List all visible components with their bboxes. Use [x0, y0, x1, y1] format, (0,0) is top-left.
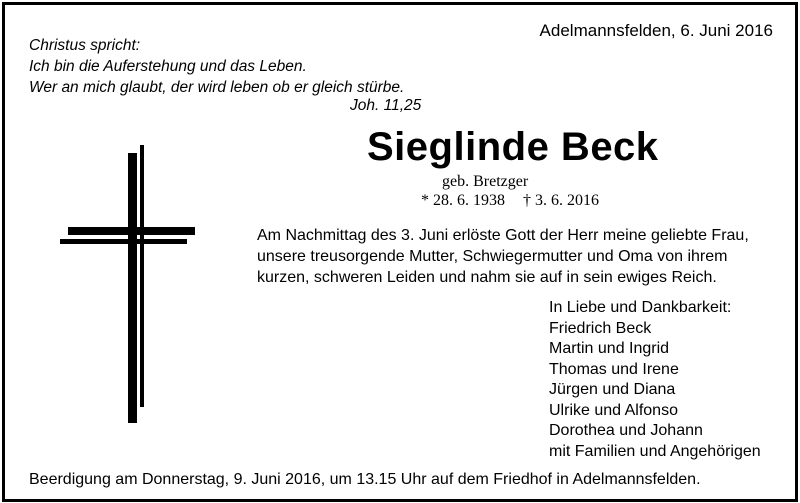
deceased-name: Sieglinde Beck: [367, 125, 659, 169]
birth-name: geb. Bretzger: [442, 173, 529, 190]
death-date: † 3. 6. 2016: [523, 192, 599, 209]
mourner-name: Ulrike und Alfonso: [549, 401, 678, 419]
mourner-name: Thomas und Irene: [549, 360, 679, 378]
verse-reference: Joh. 11,25: [350, 97, 422, 114]
mourner-name: mit Familien und Angehörigen: [549, 442, 761, 460]
bible-verse: [29, 35, 404, 98]
death-announcement: [257, 225, 749, 288]
mourner-name: Martin und Ingrid: [549, 340, 670, 357]
life-dates: [421, 192, 617, 210]
mourner-name: Friedrich Beck: [549, 319, 652, 337]
mourners-intro: In Liebe und Dankbarkeit:: [549, 299, 732, 316]
mourner-name: Dorothea und Johann: [549, 422, 703, 439]
funeral-notice: Beerdigung am Donnerstag, 9. Juni 2016, um 13.15 Uhr auf dem Friedhof in Adelmannsfelden.: [29, 471, 701, 488]
verse-line: Christus spricht:: [29, 37, 141, 54]
announcement-line: Am Nachmittag des 3. Juni erlöste Gott der Herr meine geliebte Frau,: [257, 227, 749, 244]
announcement-line: kurzen, schweren Leiden und nahm sie auf in sein ewiges Reich.: [257, 269, 717, 286]
announcement-line: unsere treusorgende Mutter, Schwiegermutter und Oma von ihrem: [257, 248, 728, 265]
cross-icon: [60, 145, 200, 430]
mourners-list: [549, 298, 761, 462]
mourner-name: Jürgen und Diana: [549, 381, 676, 398]
obituary-card: [2, 2, 798, 502]
birth-date: * 28. 6. 1938: [421, 192, 505, 209]
verse-line: Wer an mich glaubt, der wird leben ob er gleich stürbe.: [29, 79, 405, 96]
verse-line: Ich bin die Auferstehung und das Leben.: [29, 58, 307, 75]
place-date: Adelmannsfelden, 6. Juni 2016: [539, 21, 773, 40]
